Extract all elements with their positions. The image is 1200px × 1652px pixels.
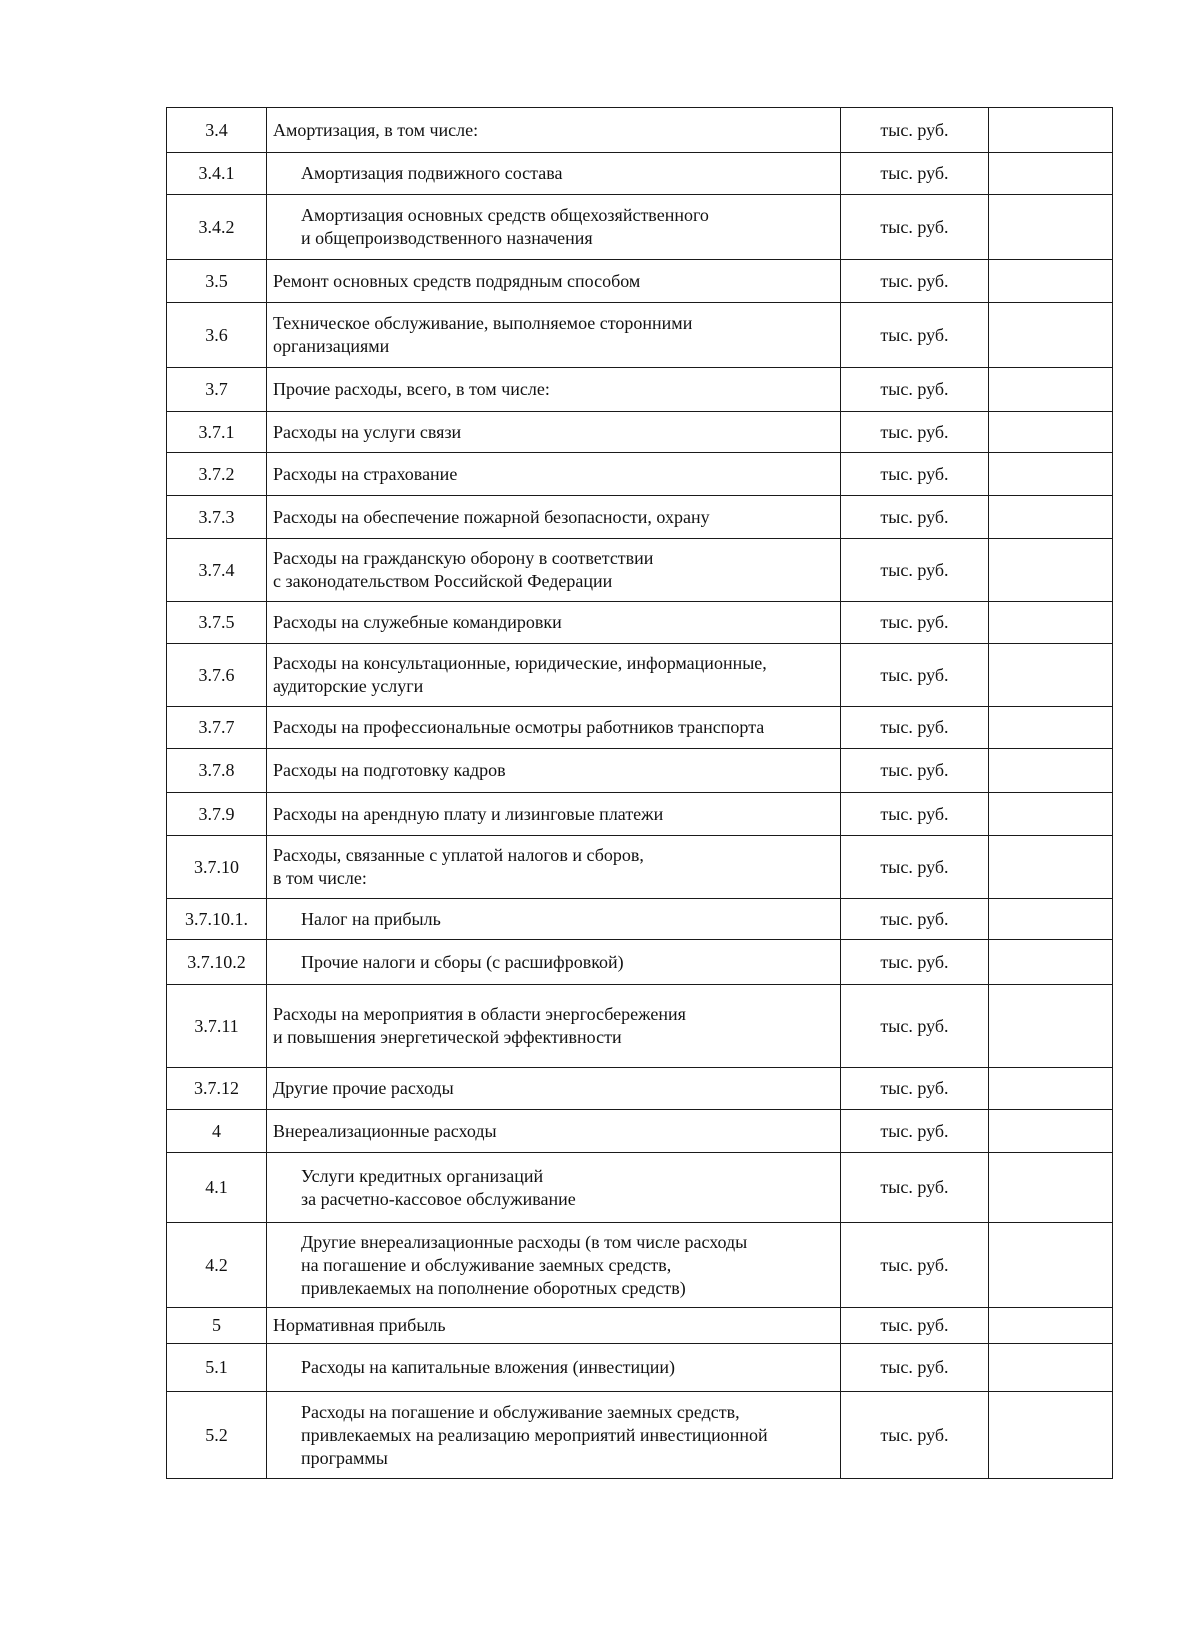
row-number: 4: [167, 1110, 267, 1153]
row-value-cell: [989, 368, 1113, 412]
table-row: [167, 453, 1113, 496]
row-unit: тыс. руб.: [841, 985, 989, 1068]
row-unit: тыс. руб.: [841, 303, 989, 368]
row-number: 3.7.11: [167, 985, 267, 1068]
row-item-name: Услуги кредитных организаций за расчетно-кассовое обслуживание: [267, 1153, 841, 1223]
row-unit: тыс. руб.: [841, 1068, 989, 1110]
row-value-cell: [989, 707, 1113, 749]
row-unit: тыс. руб.: [841, 749, 989, 793]
table-row: [167, 539, 1113, 602]
row-number: 3.4.2: [167, 195, 267, 260]
row-number: 3.7.12: [167, 1068, 267, 1110]
row-number: 5: [167, 1308, 267, 1344]
row-item-name: Налог на прибыль: [267, 899, 841, 940]
row-item-name: Ремонт основных средств подрядным способом: [267, 260, 841, 303]
row-item-name: Расходы на арендную плату и лизинговые платежи: [267, 793, 841, 836]
row-unit: тыс. руб.: [841, 153, 989, 195]
row-item-name: Расходы на гражданскую оборону в соответствии с законодательством Российской Федерации: [267, 539, 841, 602]
row-number: 3.7.10.1.: [167, 899, 267, 940]
cost-items-table: [166, 107, 1113, 1479]
table-body: [167, 108, 1113, 1479]
row-unit: тыс. руб.: [841, 707, 989, 749]
row-unit: тыс. руб.: [841, 453, 989, 496]
table-row: [167, 749, 1113, 793]
row-unit: тыс. руб.: [841, 1110, 989, 1153]
table-row: [167, 836, 1113, 899]
row-value-cell: [989, 602, 1113, 644]
row-item-name: Амортизация подвижного состава: [267, 153, 841, 195]
row-item-name: Расходы на мероприятия в области энергосбережения и повышения энергетической эффективности: [267, 985, 841, 1068]
table-row: [167, 1223, 1113, 1308]
row-value-cell: [989, 260, 1113, 303]
row-number: 3.7.10: [167, 836, 267, 899]
row-item-name: Расходы на служебные командировки: [267, 602, 841, 644]
row-number: 3.6: [167, 303, 267, 368]
row-number: 3.7.7: [167, 707, 267, 749]
row-unit: тыс. руб.: [841, 1392, 989, 1479]
row-value-cell: [989, 644, 1113, 707]
row-number: 3.7.10.2: [167, 940, 267, 985]
row-value-cell: [989, 1344, 1113, 1392]
row-value-cell: [989, 985, 1113, 1068]
row-item-name: Другие внереализационные расходы (в том числе расходы на погашение и обслуживание заемных средств, привлекаемых на пополнение оборотных средств): [267, 1223, 841, 1308]
table-row: [167, 108, 1113, 153]
row-item-name: Расходы, связанные с уплатой налогов и сборов, в том числе:: [267, 836, 841, 899]
table-row: [167, 707, 1113, 749]
row-unit: тыс. руб.: [841, 1308, 989, 1344]
row-value-cell: [989, 1153, 1113, 1223]
row-number: 3.7.3: [167, 496, 267, 539]
row-value-cell: [989, 749, 1113, 793]
row-item-name: Амортизация, в том числе:: [267, 108, 841, 153]
row-value-cell: [989, 153, 1113, 195]
row-unit: тыс. руб.: [841, 602, 989, 644]
row-item-name: Расходы на страхование: [267, 453, 841, 496]
row-item-name: Расходы на погашение и обслуживание заемных средств, привлекаемых на реализацию мероприятий инвестиционной программы: [267, 1392, 841, 1479]
table-row: [167, 1392, 1113, 1479]
table-row: [167, 1344, 1113, 1392]
row-number: 3.7.1: [167, 412, 267, 453]
table-row: [167, 899, 1113, 940]
row-unit: тыс. руб.: [841, 1223, 989, 1308]
row-value-cell: [989, 1110, 1113, 1153]
table-row: [167, 153, 1113, 195]
row-value-cell: [989, 412, 1113, 453]
table-row: [167, 793, 1113, 836]
table-row: [167, 602, 1113, 644]
row-item-name: Расходы на обеспечение пожарной безопасности, охрану: [267, 496, 841, 539]
table-row: [167, 496, 1113, 539]
row-number: 3.5: [167, 260, 267, 303]
row-unit: тыс. руб.: [841, 899, 989, 940]
row-item-name: Расходы на капитальные вложения (инвестиции): [267, 1344, 841, 1392]
row-number: 3.7.4: [167, 539, 267, 602]
row-unit: тыс. руб.: [841, 108, 989, 153]
row-unit: тыс. руб.: [841, 1153, 989, 1223]
row-number: 3.4.1: [167, 153, 267, 195]
row-item-name: Расходы на подготовку кадров: [267, 749, 841, 793]
row-number: 4.2: [167, 1223, 267, 1308]
table-row: [167, 985, 1113, 1068]
row-number: 3.7: [167, 368, 267, 412]
row-value-cell: [989, 1223, 1113, 1308]
row-value-cell: [989, 496, 1113, 539]
row-unit: тыс. руб.: [841, 195, 989, 260]
row-number: 3.7.5: [167, 602, 267, 644]
row-item-name: Другие прочие расходы: [267, 1068, 841, 1110]
table-row: [167, 1153, 1113, 1223]
row-value-cell: [989, 303, 1113, 368]
row-number: 3.7.9: [167, 793, 267, 836]
table-row: [167, 260, 1113, 303]
table-row: [167, 1308, 1113, 1344]
row-value-cell: [989, 1308, 1113, 1344]
row-item-name: Расходы на услуги связи: [267, 412, 841, 453]
row-unit: тыс. руб.: [841, 368, 989, 412]
row-unit: тыс. руб.: [841, 793, 989, 836]
row-number: 5.1: [167, 1344, 267, 1392]
row-number: 3.7.6: [167, 644, 267, 707]
table-row: [167, 368, 1113, 412]
row-unit: тыс. руб.: [841, 1344, 989, 1392]
row-value-cell: [989, 1392, 1113, 1479]
row-number: 4.1: [167, 1153, 267, 1223]
row-unit: тыс. руб.: [841, 496, 989, 539]
row-value-cell: [989, 940, 1113, 985]
table-row: [167, 1110, 1113, 1153]
row-unit: тыс. руб.: [841, 539, 989, 602]
row-number: 3.4: [167, 108, 267, 153]
table-row: [167, 1068, 1113, 1110]
row-item-name: Расходы на профессиональные осмотры работников транспорта: [267, 707, 841, 749]
table-row: [167, 195, 1113, 260]
row-number: 3.7.8: [167, 749, 267, 793]
row-item-name: Расходы на консультационные, юридические, информационные, аудиторские услуги: [267, 644, 841, 707]
row-value-cell: [989, 453, 1113, 496]
row-value-cell: [989, 108, 1113, 153]
row-number: 5.2: [167, 1392, 267, 1479]
row-value-cell: [989, 195, 1113, 260]
row-unit: тыс. руб.: [841, 644, 989, 707]
row-unit: тыс. руб.: [841, 260, 989, 303]
table-row: [167, 940, 1113, 985]
row-item-name: Прочие налоги и сборы (с расшифровкой): [267, 940, 841, 985]
row-value-cell: [989, 793, 1113, 836]
row-value-cell: [989, 836, 1113, 899]
row-number: 3.7.2: [167, 453, 267, 496]
table-row: [167, 412, 1113, 453]
table-row: [167, 303, 1113, 368]
row-unit: тыс. руб.: [841, 836, 989, 899]
row-item-name: Амортизация основных средств общехозяйственного и общепроизводственного назначения: [267, 195, 841, 260]
row-value-cell: [989, 899, 1113, 940]
row-item-name: Техническое обслуживание, выполняемое сторонними организациями: [267, 303, 841, 368]
row-item-name: Прочие расходы, всего, в том числе:: [267, 368, 841, 412]
row-item-name: Внереализационные расходы: [267, 1110, 841, 1153]
row-value-cell: [989, 1068, 1113, 1110]
row-value-cell: [989, 539, 1113, 602]
table-row: [167, 644, 1113, 707]
row-item-name: Нормативная прибыль: [267, 1308, 841, 1344]
row-unit: тыс. руб.: [841, 412, 989, 453]
row-unit: тыс. руб.: [841, 940, 989, 985]
